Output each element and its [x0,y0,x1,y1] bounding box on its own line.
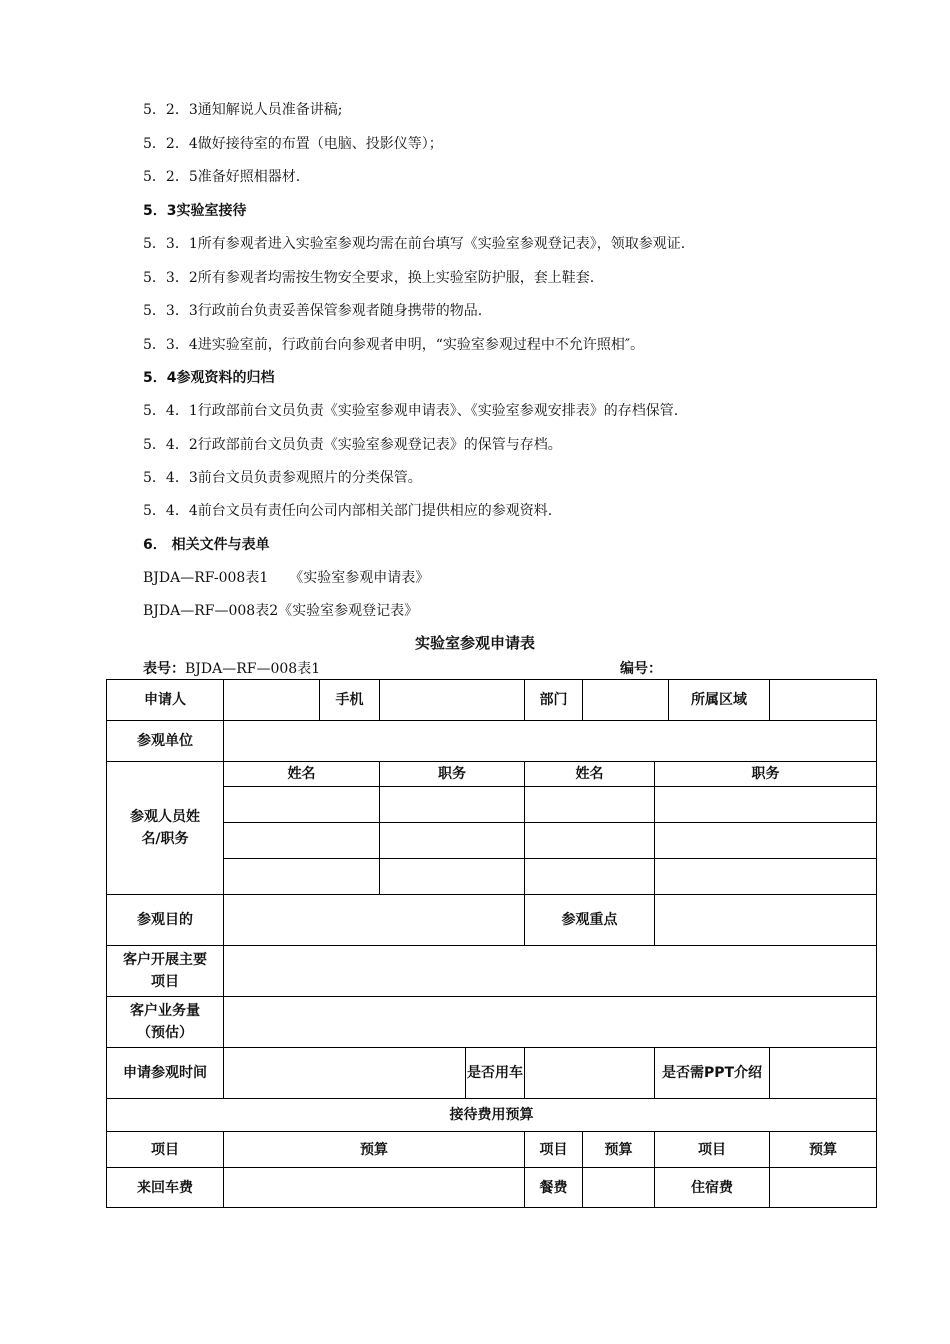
item-header: 项目 [525,1132,583,1168]
visitor-name-input[interactable] [525,823,655,859]
form-number [143,658,320,678]
position-header: 职务 [655,762,877,787]
region-input[interactable] [770,680,877,721]
serial-number-label: 编号： [620,661,662,677]
need-ppt-input[interactable] [770,1048,877,1099]
position-header: 职务 [380,762,525,787]
section-heading: 5．4参观资料的归档 [143,370,275,386]
visiting-unit-input[interactable] [224,721,877,762]
visitor-name-input[interactable] [525,787,655,823]
need-ppt-label: 是否需PPT介绍 [655,1048,770,1099]
visit-time-input[interactable] [224,1048,466,1099]
visitor-name-input[interactable] [525,859,655,895]
visitor-position-input[interactable] [655,823,877,859]
visitors-label: 参观人员姓名/职务 [107,762,224,895]
lodging-fee-label: 住宿费 [655,1168,770,1208]
visitor-position-input[interactable] [655,787,877,823]
visitor-name-input[interactable] [224,859,380,895]
visit-application-form [106,679,877,1208]
paragraph-line: 5．3．1所有参观者进入实验室参观均需在前台填写《实验室参观登记表》，领取参观证. [143,236,686,252]
transport-fee-input[interactable] [224,1168,525,1208]
department-label: 部门 [525,680,583,721]
lodging-fee-input[interactable] [770,1168,877,1208]
focus-input[interactable] [655,895,877,946]
budget-header: 预算 [224,1132,525,1168]
paragraph-line: 5．4．1行政部前台文员负责《实验室参观申请表》、《实验室参观安排表》的存档保管. [143,403,679,419]
purpose-label: 参观目的 [107,895,224,946]
use-car-input[interactable] [525,1048,655,1099]
business-volume-input[interactable] [224,997,877,1048]
budget-title: 接待费用预算 [107,1099,877,1132]
visitor-name-input[interactable] [224,823,380,859]
paragraph-line: BJDA—RF-008表1 《实验室参观申请表》 [143,570,430,586]
purpose-input[interactable] [224,895,525,946]
meal-fee-input[interactable] [583,1168,655,1208]
use-car-label: 是否用车 [466,1048,525,1099]
applicant-input[interactable] [224,680,320,721]
visitor-name-input[interactable] [224,787,380,823]
name-header: 姓名 [224,762,380,787]
item-header: 项目 [107,1132,224,1168]
paragraph-line: 5．4．4前台文员有责任向公司内部相关部门提供相应的参观资料. [143,503,553,519]
main-projects-label: 客户开展主要项目 [107,946,224,997]
paragraph-line: 5．4．2行政部前台文员负责《实验室参观登记表》的保管与存档。 [143,437,562,453]
region-label: 所属区域 [669,680,770,721]
serial-number [620,658,662,678]
visitor-position-input[interactable] [380,787,525,823]
visitor-position-input[interactable] [655,859,877,895]
budget-header: 预算 [583,1132,655,1168]
paragraph-line: 5．2．3通知解说人员准备讲稿; [143,102,343,118]
visitor-position-input[interactable] [380,823,525,859]
paragraph-line: 5．3．3行政前台负责妥善保管参观者随身携带的物品. [143,303,483,319]
applicant-label: 申请人 [107,680,224,721]
section-heading: 5．3实验室接待 [143,203,247,219]
business-volume-label: 客户业务量（预估） [107,997,224,1048]
paragraph-line: 5．2．4做好接待室的布置（电脑、投影仪等）； [143,136,443,152]
visitor-position-input[interactable] [380,859,525,895]
department-input[interactable] [583,680,669,721]
paragraph-line: 5．3．2所有参观者均需按生物安全要求，换上实验室防护服，套上鞋套. [143,270,595,286]
meal-fee-label: 餐费 [525,1168,583,1208]
budget-header: 预算 [770,1132,877,1168]
form-title: 实验室参观申请表 [414,634,535,652]
phone-input[interactable] [380,680,525,721]
item-header: 项目 [655,1132,770,1168]
paragraph-line: 5．2．5准备好照相器材. [143,169,301,185]
phone-label: 手机 [320,680,380,721]
section-heading: 6． 相关文件与表单 [143,537,270,553]
transport-fee-label: 来回车费 [107,1168,224,1208]
paragraph-line: 5．3．4进实验室前，行政前台向参观者申明，“实验室参观过程中不允许照相″。 [143,337,645,353]
paragraph-line: BJDA—RF—008表2《实验室参观登记表》 [143,603,419,619]
focus-label: 参观重点 [525,895,655,946]
paragraph-line: 5．4．3前台文员负责参观照片的分类保管。 [143,470,422,486]
visit-time-label: 申请参观时间 [107,1048,224,1099]
main-projects-input[interactable] [224,946,877,997]
visiting-unit-label: 参观单位 [107,721,224,762]
form-number-value: BJDA—RF—008表1 [185,661,321,677]
form-number-label: 表号： [143,661,185,677]
name-header: 姓名 [525,762,655,787]
